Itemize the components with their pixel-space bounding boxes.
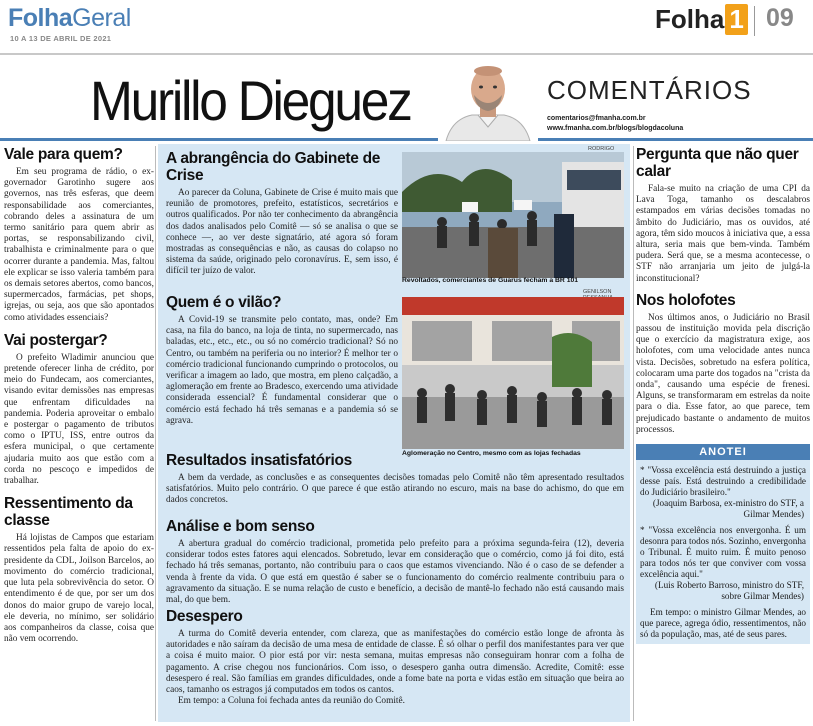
heading-holofotes: Nos holofotes [636, 291, 736, 309]
column-email[interactable]: comentarios@fmanha.com.br [547, 115, 646, 122]
quote-attribution: (Joaquim Barbosa, ex-ministro do STF, a Gilmar Mendes) [652, 498, 804, 520]
quote-barbosa: * "Vossa excelência está destruindo a justiça desse país. Está destruindo a credibilidade do Judiciário brasileiro." [640, 465, 806, 498]
heading-gabinete: A abrangência do Gabinete de Crise [166, 150, 381, 184]
heading-analise: Análise e bom senso [166, 518, 315, 535]
section-vilao [166, 292, 398, 427]
section-desespero [166, 606, 624, 707]
article-pergunta: Fala-se muito na criação de uma CPI da Lava Toga, tamanho os descalabros estampados em várias decisões tomadas no âmbito do Judiciário, mas os ouvidos, até agora, têm sido moucos à iniciativa que, a essa altura, seria mais que bem-vinda. Também pudera. Será que, se a mesma acontecesse, o STF não arranjaria um jeito de julgá-la inconstitucional? [636, 184, 811, 284]
photo-credit: RODRIGO [588, 146, 615, 152]
article-vale-para-quem: Em seu programa de rádio, o ex-governador Garotinho sugere aos governos, nas três esferas, que deem responsabilidade aos comerciantes, cobrando deles a assinatura de um termo sanitário para quem abrir as portas, se responsabilizando civil, trabalhista e criminalmente para o que ocorrer durante a pandemia. Mas, faltou ele explicar se isso valeria também para os demais setores abertos, como bancos, supermercados, farmácias, pet shops, igrejas, ou seja, aos que são apontados como atividades essenciais? [4, 167, 155, 323]
article-vai-postergar: O prefeito Wladimir anunciou que pretende oferecer linha de crédito, por meio do Fundecam, aos comerciantes, visando evitar demissões nas empresas que enfrentam dificuldades na pandemia. Poderia aproveitar o embalo e postergar o pagamento de tributos como o IPTU, ISS, entre outros da esfera municipal, o que certamente ajudaria muito aos que estão com a corda no pescoço e impedidos de trabalhar. [4, 352, 154, 487]
section-analise [166, 516, 624, 606]
page-number: 09 [766, 4, 794, 32]
crowd-photo [402, 297, 624, 449]
column-masthead [0, 57, 813, 141]
middle-column [158, 144, 630, 722]
left-column [4, 144, 154, 645]
protest-photo [402, 152, 624, 278]
heading-vale-para-quem: Vale para quem? [4, 146, 123, 163]
column-title: COMENTÁRIOS [547, 75, 752, 105]
article-ressentimento: Há lojistas de Campos que estariam ressentidos pela falta de apoio do ex-presidente da CDL, Joilson Barcelos, ao movimento do comércio tradicional, que luta pela sobrevivência do setor. O entendimento é de que, por ser um dos donos do maior grupo de varejo local, ele deveria, no mínimo, ser solidário aos companheiros da classe, coisa que não vem ocorrendo. [4, 533, 154, 645]
photo-credit: GENILSON [583, 289, 612, 295]
section-gabinete [166, 148, 398, 278]
column-rule [633, 146, 634, 721]
article-desespero: A turma do Comitê deveria entender, com clareza, que as manifestações do comércio estão longe de afronta às autoridades e não saíram da decisão de uma mesa de entidade de classe. É só olhar o perfil dos manifestantes para ver que a coisa é muito maior. O pior está por vir: nesta semana, muitas empresas não conseguiram honrar com a folha de pagamento. A crise chegou nos funcionários. Com isso, o desespero ganha outra dimensão. Acredite, Comitê: esse desespero é real. São famílias em grandes dificuldades, onde a fome bate na porta e vidas estão em situação que beira ao caos, tamanho os estragos já computados em todos os cantos. [166, 629, 624, 696]
newspaper-logo: Folha 1 [655, 4, 748, 35]
section-logo: FolhaGeral [8, 4, 131, 32]
right-column [636, 144, 810, 644]
heading-vai-postergar: Vai postergar? [4, 331, 108, 349]
heading-vilao: Quem é o vilão? [166, 294, 282, 311]
quote-attribution: (Luis Roberto Barroso, ministro do STF, sobre Gilmar Mendes) [654, 580, 804, 602]
column-rule [155, 146, 156, 721]
article-holofotes: Nos últimos anos, o Judiciário no Brasil passou de instituição movida pela discrição que o exercício da magistratura exige, aos holofotes, com uma velocidade antes nunca vista. Decisões, sobretudo na esfera política, colocaram uma parte dos togados na "crista da onda", causando uma espécie de frenesi. Alguns, se transformaram em estrelas da noite para o dia. Esse fator, ao que parece, tem prejudicado bastante o andamento de muitos processos. [636, 312, 810, 435]
anotei-box [636, 444, 810, 644]
article-desespero-tail: Em tempo: a Coluna foi fechada antes da reunião do Comitê. [178, 696, 405, 707]
quote-barroso: * "Vossa excelência nos envergonha. É um desonra para todos nós. Sozinho, envergonha o Tribunal. É muito ruim. É muito penoso para todos nós ter que conviver com vossa excelência aqui." [640, 525, 806, 580]
edition-date: 10 A 13 DE ABRIL DE 2021 [10, 34, 112, 43]
column-website[interactable]: www.fmanha.com.br/blogs/blogdacoluna [547, 125, 684, 132]
article-resultados: A bem da verdade, as conclusões e as consequentes decisões tomadas pelo Comitê não têm apresentado resultados satisfatórios. Muito pelo contrário. O que parece é que estão atirando no escuro, mais na base do achismo, do que em dados concretos. [166, 473, 624, 506]
anotei-tail: Em tempo: o ministro Gilmar Mendes, ao que parece, agrega ódio, ressentimentos, não só da população, mas, até de seus pares. [640, 607, 806, 640]
columnist-name: Murillo Dieguez [90, 69, 411, 132]
article-analise: A abertura gradual do comércio tradicional, prometida pelo prefeito para a próxima segunda-feira (12), deveria considerar todos estes fatores aqui elencados. Sobretudo, levar em consideração que o comércio, como já foi dito, está fechado há três semanas, portanto, não contribuiu para o caos que estamos vivenciando. Não é o caso de se defender a venda à frente da vida. O que está em questão é saber se o funcionamento do comércio realmente contribuiu para o agravamento da situação. E se numa relação de custo e benefício, a decisão de mantê-lo fechado não está causando mais mal, do que bem. [166, 539, 624, 606]
anotei-title: ANOTEI [636, 444, 810, 460]
section-resultados [166, 450, 624, 507]
photo-caption: Aglomeração no Centro, mesmo com as lojas fechadas [402, 450, 581, 457]
header-divider [754, 6, 755, 36]
photo-caption: Revoltados, comerciantes de Guarus fecham a BR 101 [402, 277, 579, 284]
columnist-photo [438, 61, 538, 141]
article-vilao: A Covid-19 se transmite pelo contato, mas, onde? Em casa, na fila do banco, na loja de tinta, no supermercado, nas baladas, etc., etc., etc., ou só no comércio tradicional? Só no Centro, ou também na periferia ou no interior? É melhor ter o comércio tradicional funcionando cumprindo o protocolos, ou verificar a imagem ao lado, que mostra, em pleno calçadão, a aglomeração em frente ao Bradesco, exercendo uma atividade considerada essencial? É fundamental considerar que o comércio está fechado há três semanas e a pandemia só se agrava. [166, 315, 398, 426]
page-header [0, 0, 813, 55]
heading-desespero: Desespero [166, 608, 243, 625]
heading-resultados: Resultados insatisfatórios [166, 452, 352, 469]
heading-ressentimento: Ressentimento da classe [4, 495, 133, 530]
article-gabinete: Ao parecer da Coluna, Gabinete de Crise é muito mais que reunião de promotores, prefeito, estatísticos, secretários e outros qualificados. Por não ter conhecimento da abrangência dos dados analisados pelo Comitê — só se analisa o que se conhece —, ao ver deste signatário, até agora só foram mostradas as consequências e não, as causas do colapso no sistema da saúde, originado pelo coronavírus. E, sem isso, é difícil ter juízo de valor. [166, 188, 398, 277]
heading-pergunta: Pergunta que não quer calar [636, 146, 799, 180]
